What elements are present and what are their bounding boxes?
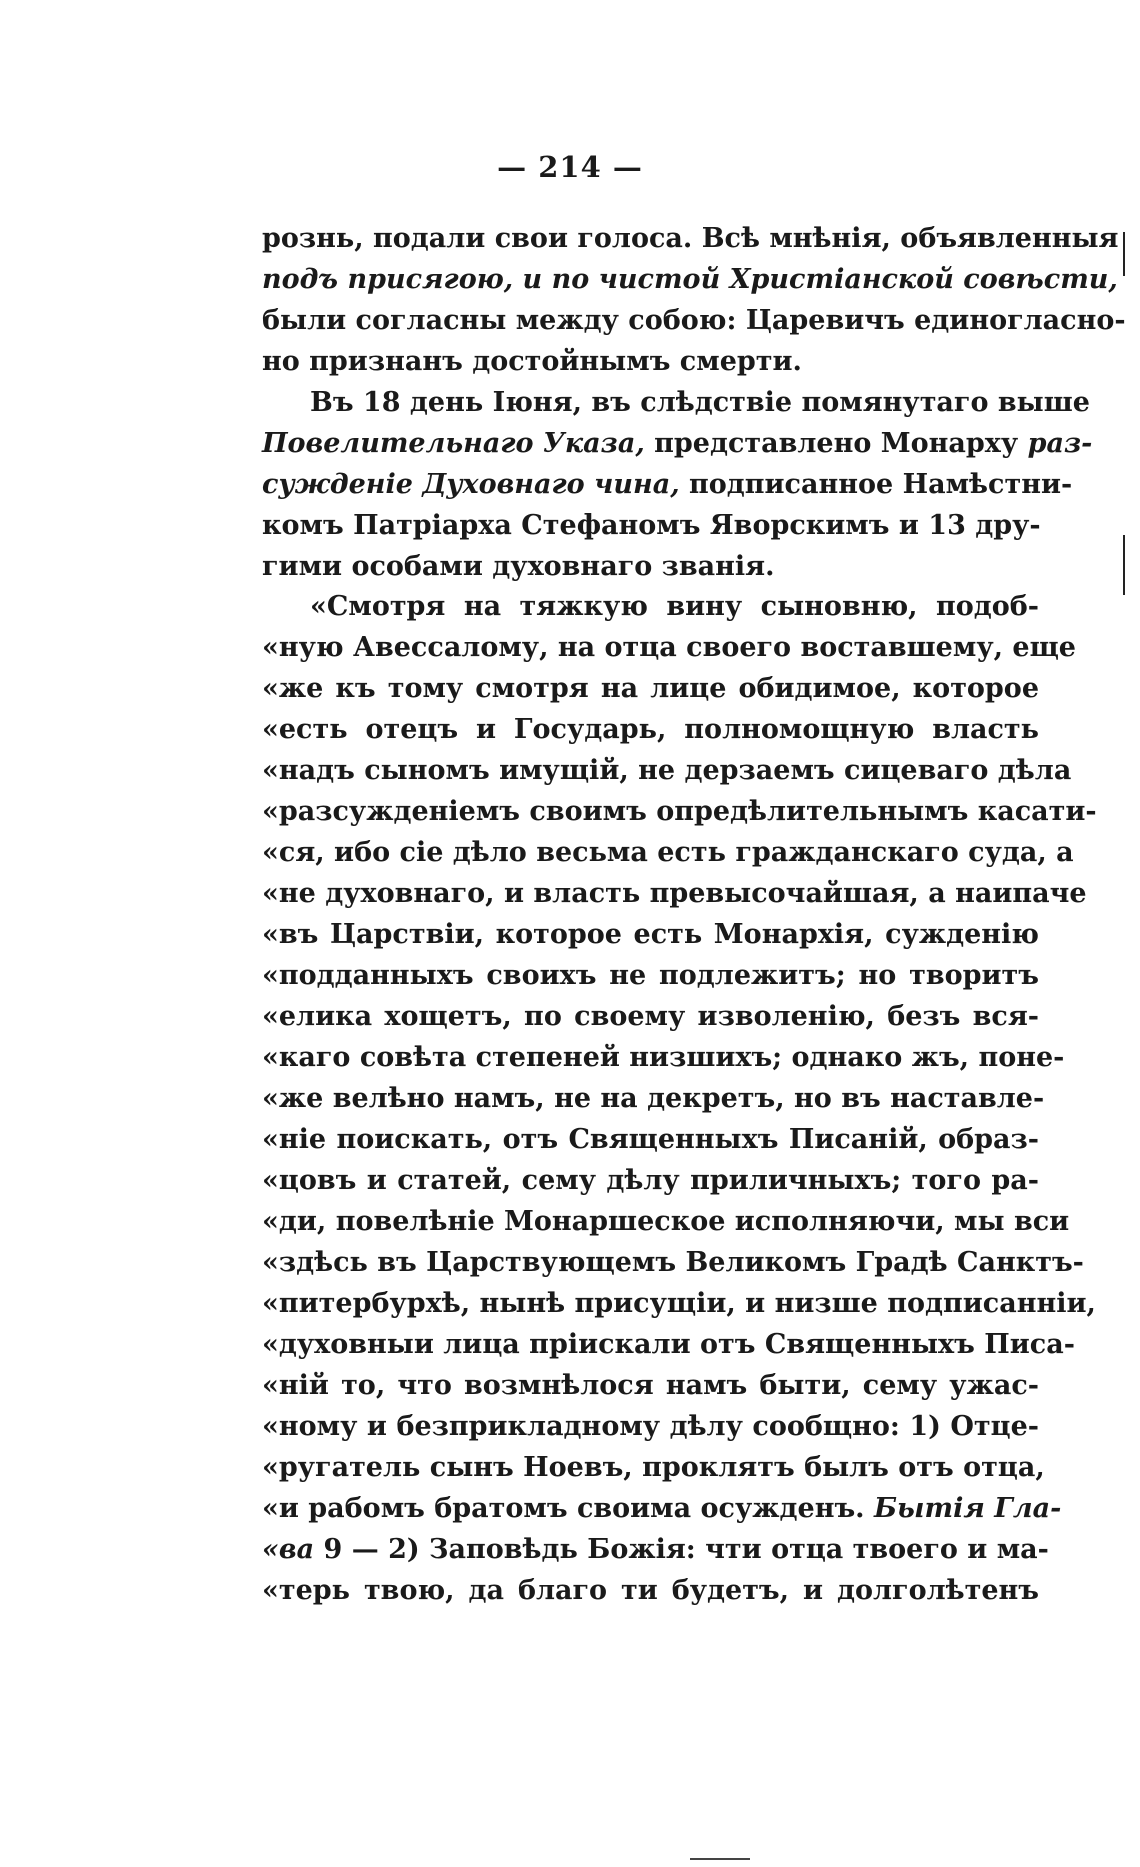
text-line xyxy=(262,382,1090,423)
text-segment: «духовныи лица пріискали отъ Священныхъ Писа- xyxy=(262,1329,1075,1360)
text-segment: «елика хощетъ, по своему изволенію, безъ вся- xyxy=(262,1001,1039,1032)
text-segment: «разсужденіемъ своимъ опредѣлительнымъ касати- xyxy=(262,796,1097,827)
italic-text: подъ присягою, и по чистой Христіанской совѣсти, xyxy=(262,264,1118,295)
paragraph-2 xyxy=(262,382,1093,587)
italic-text: раз- xyxy=(1027,428,1093,459)
text-segment: «подданныхъ своихъ не подлежитъ; но творитъ xyxy=(262,960,1039,991)
text-segment: «въ Царствіи, которое есть Монархія, сужденію xyxy=(262,919,1039,950)
text-segment: рознь, подали свои голоса. Всѣ мнѣнія, объявленныя xyxy=(262,223,1119,254)
text-line xyxy=(262,1283,1096,1324)
text-line xyxy=(262,1078,1045,1119)
text-line xyxy=(262,750,1072,791)
text-segment: «ній то, что возмнѣлося намъ быти, сему ужас- xyxy=(262,1370,1039,1401)
text-line xyxy=(262,627,1076,668)
text-segment: «цовъ и статей, сему дѣлу приличныхъ; того ра- xyxy=(262,1165,1039,1196)
text-segment: «ди, повелѣніе Монаршеское исполняючи, мы вси xyxy=(262,1206,1070,1237)
paragraph-3-quotation xyxy=(262,586,1097,1611)
text-segment: «же къ тому смотря на лице обидимое, которое xyxy=(262,673,1039,704)
text-segment: «не духовнаго, и власть превысочайшая, а наипаче xyxy=(262,878,1087,909)
paragraph-1 xyxy=(262,218,1126,382)
text-line xyxy=(262,1570,1039,1611)
text-segment: «питербурхѣ, нынѣ присущіи, и низше подписанніи, xyxy=(262,1288,1096,1319)
margin-mark xyxy=(1123,232,1125,276)
text-line xyxy=(262,668,1039,709)
text-line xyxy=(262,586,1039,627)
text-line xyxy=(262,1119,1039,1160)
text-line xyxy=(262,1201,1070,1242)
text-segment: «же велѣно намъ, не на декретъ, но въ наставле- xyxy=(262,1083,1045,1114)
text-segment: представлено Монарху xyxy=(644,428,1028,459)
text-segment: «ніе поискать, отъ Священныхъ Писаній, образ- xyxy=(262,1124,1039,1155)
text-line xyxy=(262,1160,1039,1201)
text-line xyxy=(262,1488,1062,1529)
margin-mark xyxy=(1123,535,1125,595)
text-segment: «есть отецъ и Государь, полномощную власть xyxy=(262,714,1039,745)
text-line xyxy=(262,505,1039,546)
text-segment: подписанное Намѣстни- xyxy=(679,469,1073,500)
text-segment: «и рабомъ братомъ своима осужденъ. xyxy=(262,1493,874,1524)
text-segment: комъ Патріарха Стефаномъ Яворскимъ и 13 дру- xyxy=(262,510,1041,541)
text-segment: «терь твою, да благо ти будетъ, и долголѣтенъ xyxy=(262,1575,1039,1606)
text-line xyxy=(262,832,1074,873)
text-line xyxy=(262,464,1073,505)
text-segment: гими особами духовнаго званія. xyxy=(262,551,775,582)
text-line xyxy=(262,791,1097,832)
italic-text: сужденіе Духовнаго чина, xyxy=(262,469,680,500)
text-segment: «надъ сыномъ имущій, не дерзаемъ сицеваго дѣла xyxy=(262,755,1072,786)
text-line xyxy=(262,1365,1039,1406)
text-line xyxy=(262,873,1087,914)
italic-text: Повелительнаго Указа, xyxy=(262,428,645,459)
text-line xyxy=(262,996,1039,1037)
italic-text: Бытія Гла- xyxy=(873,1493,1062,1524)
text-segment: 9 — 2) Заповѣдь Божія: чти отца твоего и ма- xyxy=(314,1534,1049,1565)
text-line xyxy=(262,1242,1084,1283)
text-line xyxy=(262,914,1039,955)
text-segment: «ную Авессалому, на отца своего воставшему, еще xyxy=(262,632,1076,663)
text-line xyxy=(262,259,1118,300)
text-line xyxy=(262,955,1039,996)
bottom-edge-mark xyxy=(690,1858,750,1860)
text-line xyxy=(262,546,1039,587)
text-line xyxy=(262,709,1039,750)
text-line xyxy=(262,1406,1039,1447)
text-segment: но признанъ достойнымъ смерти. xyxy=(262,346,802,377)
text-line xyxy=(262,1447,1045,1488)
text-segment: «каго совѣта степеней низшихъ; однако жъ, поне- xyxy=(262,1042,1065,1073)
text-line xyxy=(262,1037,1065,1078)
text-segment: «ся, ибо сіе дѣло весьма есть гражданскаго суда, а xyxy=(262,837,1074,868)
text-line xyxy=(262,218,1119,259)
italic-text: «ва xyxy=(262,1534,315,1565)
text-line xyxy=(262,300,1126,341)
text-segment: «Смотря на тяжкую вину сыновню, подоб- xyxy=(310,591,1039,622)
text-line xyxy=(262,1324,1075,1365)
text-segment: «здѣсь въ Царствующемъ Великомъ Градѣ Санктъ- xyxy=(262,1247,1084,1278)
text-line xyxy=(262,423,1093,464)
text-segment: «ругатель сынъ Ноевъ, проклятъ былъ отъ отца, xyxy=(262,1452,1045,1483)
text-line xyxy=(262,1529,1049,1570)
page-number: — 214 — xyxy=(497,150,643,184)
text-segment: «ному и безприкладному дѣлу сообщно: 1) Отце- xyxy=(262,1411,1039,1442)
text-segment: Въ 18 день Іюня, въ слѣдствіе помянутаго выше xyxy=(310,387,1090,418)
text-line xyxy=(262,341,1039,382)
text-segment: были согласны между собою: Царевичъ единогласно- xyxy=(262,305,1126,336)
